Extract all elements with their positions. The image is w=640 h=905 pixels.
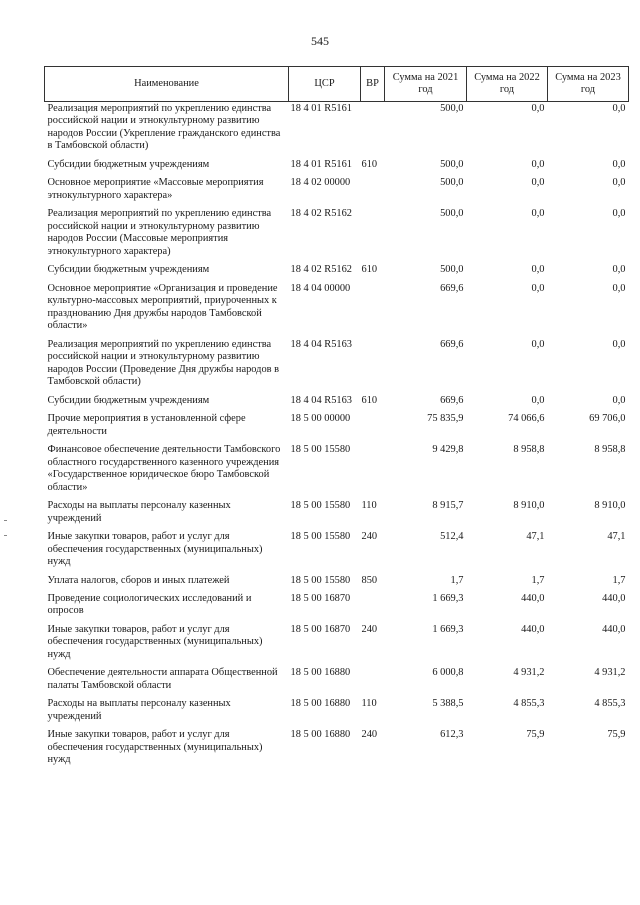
row-sum-2021: 1 669,3 (432, 592, 464, 604)
row-vr-code: 610 (361, 394, 378, 406)
row-sum-2021: 669,6 (440, 338, 464, 350)
row-name: Иные закупки товаров, работ и услуг для обеспечения государственных (муниципальных) нужд (47, 623, 263, 660)
row-name: Субсидии бюджетным учреждениям (47, 158, 210, 170)
row-name: Иные закупки товаров, работ и услуг для обеспечения государственных (муниципальных) нужд (47, 531, 263, 568)
row-sum-2023: 8 958,8 (594, 444, 626, 456)
row-sum-2021: 6 000,8 (432, 667, 464, 679)
row-sum-2021: 9 429,8 (432, 444, 464, 456)
table-row (45, 623, 629, 666)
row-sum-2023: 4 855,3 (594, 698, 626, 710)
row-csr-code: 18 5 00 16870 (290, 623, 351, 635)
header-sum-2021: Сумма на 2021 год (385, 67, 467, 102)
table-row (45, 176, 629, 207)
table-row (45, 394, 629, 412)
row-vr-code (361, 412, 385, 443)
row-sum-2023: 0,0 (612, 103, 626, 114)
row-sum-2023: 0,0 (612, 158, 626, 170)
row-sum-2021: 512,4 (440, 531, 464, 543)
row-name: Основное мероприятие «Организация и проведение культурно-массовых мероприятий, приуроченных к празднованию Дня дружбы народов Тамбовской области» (47, 282, 278, 332)
row-sum-2021: 669,6 (440, 282, 464, 294)
row-sum-2022: 75,9 (526, 729, 545, 741)
row-sum-2023: 440,0 (602, 623, 626, 635)
row-sum-2023: 1,7 (612, 574, 626, 586)
table-row (45, 338, 629, 394)
row-csr-code: 18 5 00 15580 (290, 500, 351, 512)
row-sum-2023: 0,0 (612, 208, 626, 220)
row-sum-2022: 440,0 (521, 623, 545, 635)
row-sum-2022: 47,1 (526, 531, 545, 543)
header-row (45, 67, 629, 102)
table-row (45, 592, 629, 623)
row-name: Расходы на выплаты персоналу казенных учреждений (47, 500, 231, 524)
row-sum-2022: 0,0 (531, 394, 545, 406)
row-vr-code: 610 (361, 158, 378, 170)
row-sum-2022: 0,0 (531, 282, 545, 294)
row-csr-code: 18 5 00 16870 (290, 592, 351, 604)
row-sum-2023: 4 931,2 (594, 667, 626, 679)
row-sum-2021: 1 669,3 (432, 623, 464, 635)
table-row (45, 282, 629, 338)
row-sum-2021: 500,0 (440, 158, 464, 170)
row-name: Иные закупки товаров, работ и услуг для обеспечения государственных (муниципальных) нужд (47, 729, 263, 766)
row-sum-2022: 0,0 (531, 264, 545, 276)
row-sum-2022: 4 931,2 (513, 667, 545, 679)
row-sum-2021: 669,6 (440, 394, 464, 406)
row-sum-2021: 500,0 (440, 208, 464, 220)
row-name: Основное мероприятие «Массовые мероприятия этнокультурного характера» (47, 177, 264, 201)
row-vr-code (361, 176, 385, 207)
header-sum-2023: Сумма на 2023 год (548, 67, 629, 102)
row-sum-2021: 5 388,5 (432, 698, 464, 710)
row-sum-2023: 69 706,0 (589, 413, 626, 425)
row-csr-code: 18 5 00 15580 (290, 531, 351, 543)
table-header (45, 67, 629, 102)
table-row (45, 697, 629, 728)
row-name: Уплата налогов, сборов и иных платежей (47, 574, 230, 586)
row-csr-code: 18 4 02 00000 (290, 177, 351, 189)
table-row (45, 412, 629, 443)
row-name: Субсидии бюджетным учреждениям (47, 394, 210, 406)
row-sum-2023: 47,1 (607, 531, 626, 543)
row-name: Финансовое обеспечение деятельности Тамбовского областного государственного казенного учреждения «Государственное юридическое бюро Тамбовской области» (47, 444, 281, 493)
row-sum-2021: 8 915,7 (432, 500, 464, 512)
row-name: Проведение социологических исследований и опросов (47, 592, 252, 617)
row-sum-2022: 4 855,3 (513, 698, 545, 710)
table-row (45, 728, 629, 771)
row-sum-2023: 0,0 (612, 264, 626, 276)
row-name: Расходы на выплаты персоналу казенных учреждений (47, 698, 231, 722)
scan-mark (4, 535, 7, 536)
row-csr-code: 18 4 01 R5161 (290, 158, 352, 170)
header-vr: ВР (361, 67, 385, 102)
table-row (45, 530, 629, 573)
row-sum-2021: 612,3 (440, 729, 464, 741)
row-csr-code: 18 4 04 R5163 (290, 338, 352, 350)
row-sum-2021: 1,7 (450, 574, 464, 586)
table-row (45, 263, 629, 281)
row-csr-code: 18 5 00 16880 (290, 698, 351, 710)
row-name: Обеспечение деятельности аппарата Общественной палаты Тамбовской области (47, 667, 278, 691)
table-row (45, 158, 629, 176)
row-name: Реализация мероприятий по укреплению единства российской нации и этнокультурному развитию народов России (Укрепление гражданского единства в Тамбовской области) (47, 103, 281, 152)
scan-mark (4, 520, 7, 521)
row-csr-code: 18 4 02 R5162 (290, 264, 352, 276)
row-sum-2022: 8 910,0 (513, 500, 545, 512)
header-sum-2022: Сумма на 2022 год (467, 67, 548, 102)
table-row (45, 574, 629, 592)
row-csr-code: 18 4 01 R5161 (290, 103, 352, 114)
row-csr-code: 18 4 02 R5162 (290, 208, 352, 220)
row-sum-2021: 75 835,9 (427, 413, 464, 425)
row-vr-code: 240 (361, 729, 378, 741)
row-csr-code: 18 5 00 00000 (290, 413, 351, 425)
row-sum-2023: 75,9 (607, 729, 626, 741)
row-sum-2023: 0,0 (612, 394, 626, 406)
row-vr-code (361, 338, 385, 394)
row-csr-code: 18 4 04 R5163 (290, 394, 352, 406)
header-csr: ЦСР (289, 67, 361, 102)
row-sum-2022: 440,0 (521, 592, 545, 604)
row-sum-2022: 0,0 (531, 158, 545, 170)
row-csr-code: 18 5 00 15580 (290, 574, 351, 586)
budget-table-container (44, 66, 628, 772)
row-sum-2022: 0,0 (531, 208, 545, 220)
row-vr-code: 610 (361, 264, 378, 276)
row-sum-2022: 8 958,8 (513, 444, 545, 456)
row-vr-code (361, 592, 385, 623)
table-row (45, 499, 629, 530)
row-vr-code (361, 102, 385, 158)
table-row (45, 443, 629, 499)
table-row (45, 666, 629, 697)
row-sum-2022: 0,0 (531, 177, 545, 189)
row-sum-2022: 0,0 (531, 103, 545, 114)
row-csr-code: 18 5 00 15580 (290, 444, 351, 456)
page-number: 545 (311, 34, 329, 48)
row-csr-code: 18 4 04 00000 (290, 282, 351, 294)
row-name: Субсидии бюджетным учреждениям (47, 264, 210, 276)
row-vr-code: 110 (361, 698, 377, 710)
row-name: Реализация мероприятий по укреплению единства российской нации и этнокультурному развитию народов России (Проведение Дня дружбы народов в Тамбовской области) (47, 338, 280, 388)
row-vr-code (361, 207, 385, 263)
row-sum-2022: 0,0 (531, 338, 545, 350)
row-sum-2023: 0,0 (612, 282, 626, 294)
row-vr-code (361, 282, 385, 338)
row-sum-2023: 0,0 (612, 177, 626, 189)
row-sum-2021: 500,0 (440, 177, 464, 189)
row-sum-2022: 74 066,6 (508, 413, 545, 425)
row-vr-code: 240 (361, 531, 378, 543)
row-csr-code: 18 5 00 16880 (290, 729, 351, 741)
row-vr-code: 850 (361, 574, 378, 586)
row-vr-code: 240 (361, 623, 378, 635)
row-sum-2023: 8 910,0 (594, 500, 626, 512)
row-vr-code (361, 666, 385, 697)
row-sum-2021: 500,0 (440, 264, 464, 276)
row-vr-code: 110 (361, 500, 377, 512)
row-sum-2021: 500,0 (440, 103, 464, 114)
row-name: Реализация мероприятий по укреплению единства российской нации и этнокультурному развитию народов России (Массовые мероприятия этнокультурного характера) (47, 208, 272, 257)
table-body (45, 102, 629, 772)
row-csr-code: 18 5 00 16880 (290, 667, 351, 679)
budget-table (44, 66, 629, 772)
row-name: Прочие мероприятия в установленной сфере деятельности (47, 413, 246, 437)
header-name: Наименование (45, 67, 289, 102)
row-sum-2023: 440,0 (602, 592, 626, 604)
row-sum-2022: 1,7 (531, 574, 545, 586)
row-sum-2023: 0,0 (612, 338, 626, 350)
table-row (45, 207, 629, 263)
row-vr-code (361, 443, 385, 499)
table-row (45, 102, 629, 158)
